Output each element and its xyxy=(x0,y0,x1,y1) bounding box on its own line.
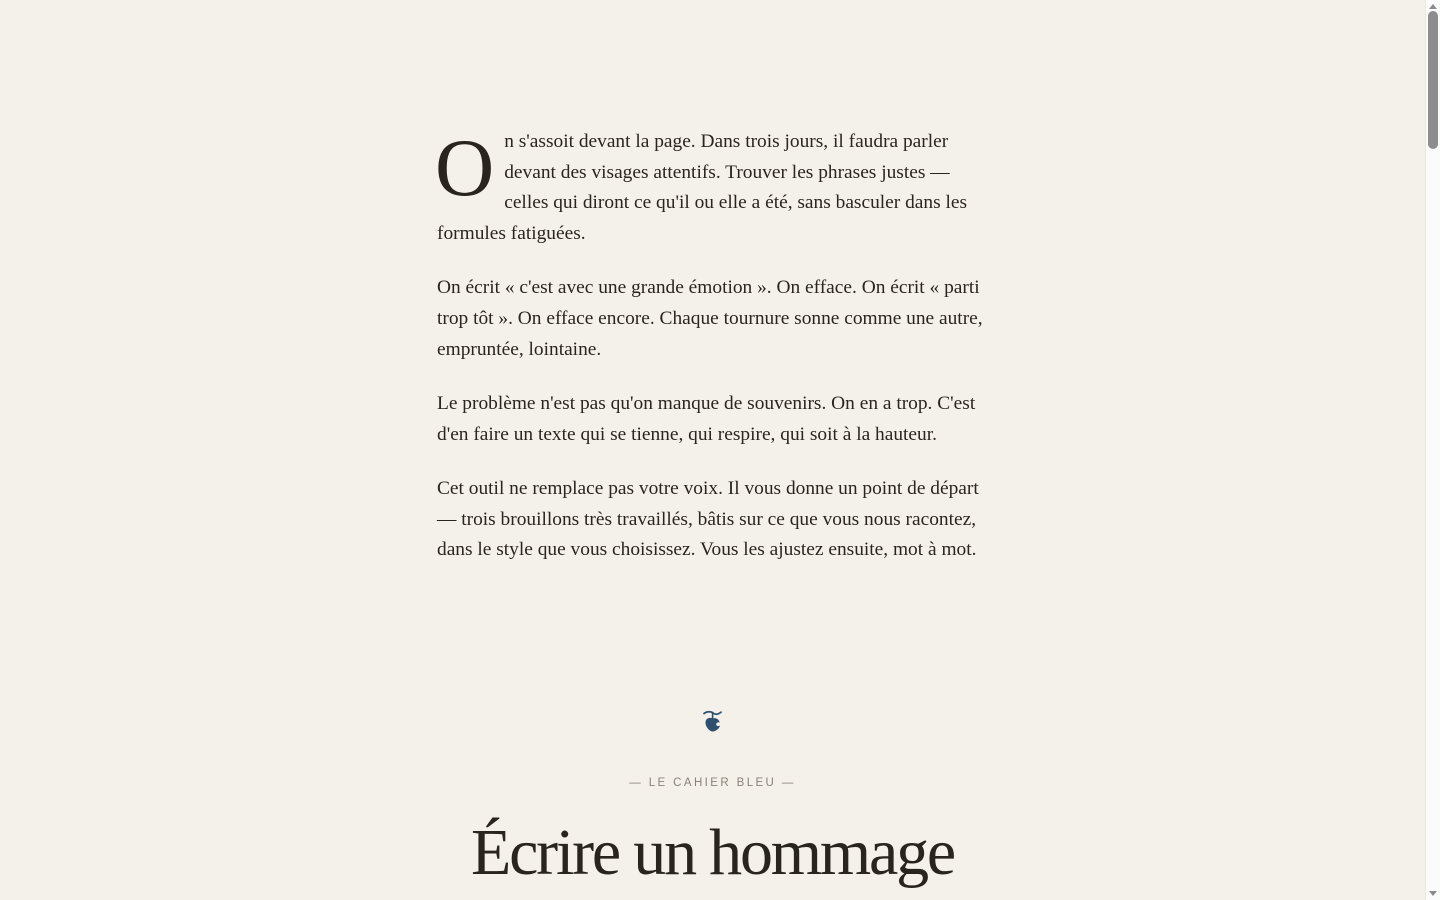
cherry-fleuron-icon xyxy=(701,708,725,734)
scroll-up-arrow-icon[interactable] xyxy=(1429,4,1437,9)
paragraph-1 xyxy=(435,122,989,250)
dropcap: O xyxy=(435,122,495,213)
intro-article xyxy=(435,122,989,589)
section-eyebrow: — LE CAHIER BLEU — xyxy=(629,777,796,789)
scroll-down-arrow-icon[interactable] xyxy=(1429,891,1437,896)
paragraph-1-text: n s'assoit devant la page. Dans trois jours, il faudra parler devant des visages attentifs. Trouver les phrases justes — celles qui diront ce qu'il ou elle a été, sans basculer dans les formules fatiguées. xyxy=(437,131,968,245)
scroll-thumb[interactable] xyxy=(1428,11,1438,149)
section-title: Écrire un hommage xyxy=(470,816,955,889)
paragraph-3: Le problème n'est pas qu'on manque de souvenirs. On en a trop. C'est d'en faire un texte qui se tienne, qui respire, qui soit à la hauteur. xyxy=(437,392,976,445)
paragraph-2: On écrit « c'est avec une grande émotion ». On efface. On écrit « parti trop tôt ». On efface encore. Chaque tournure sonne comme une autre, empruntée, lointaine. xyxy=(437,277,983,360)
vertical-scrollbar[interactable] xyxy=(1425,0,1440,900)
paragraph-4: Cet outil ne remplace pas votre voix. Il vous donne un point de départ — trois brouillons très travaillés, bâtis sur ce que vous nous racontez, dans le style que vous choisissez. Vous les ajustez ensuite, mot à mot. xyxy=(437,477,979,561)
